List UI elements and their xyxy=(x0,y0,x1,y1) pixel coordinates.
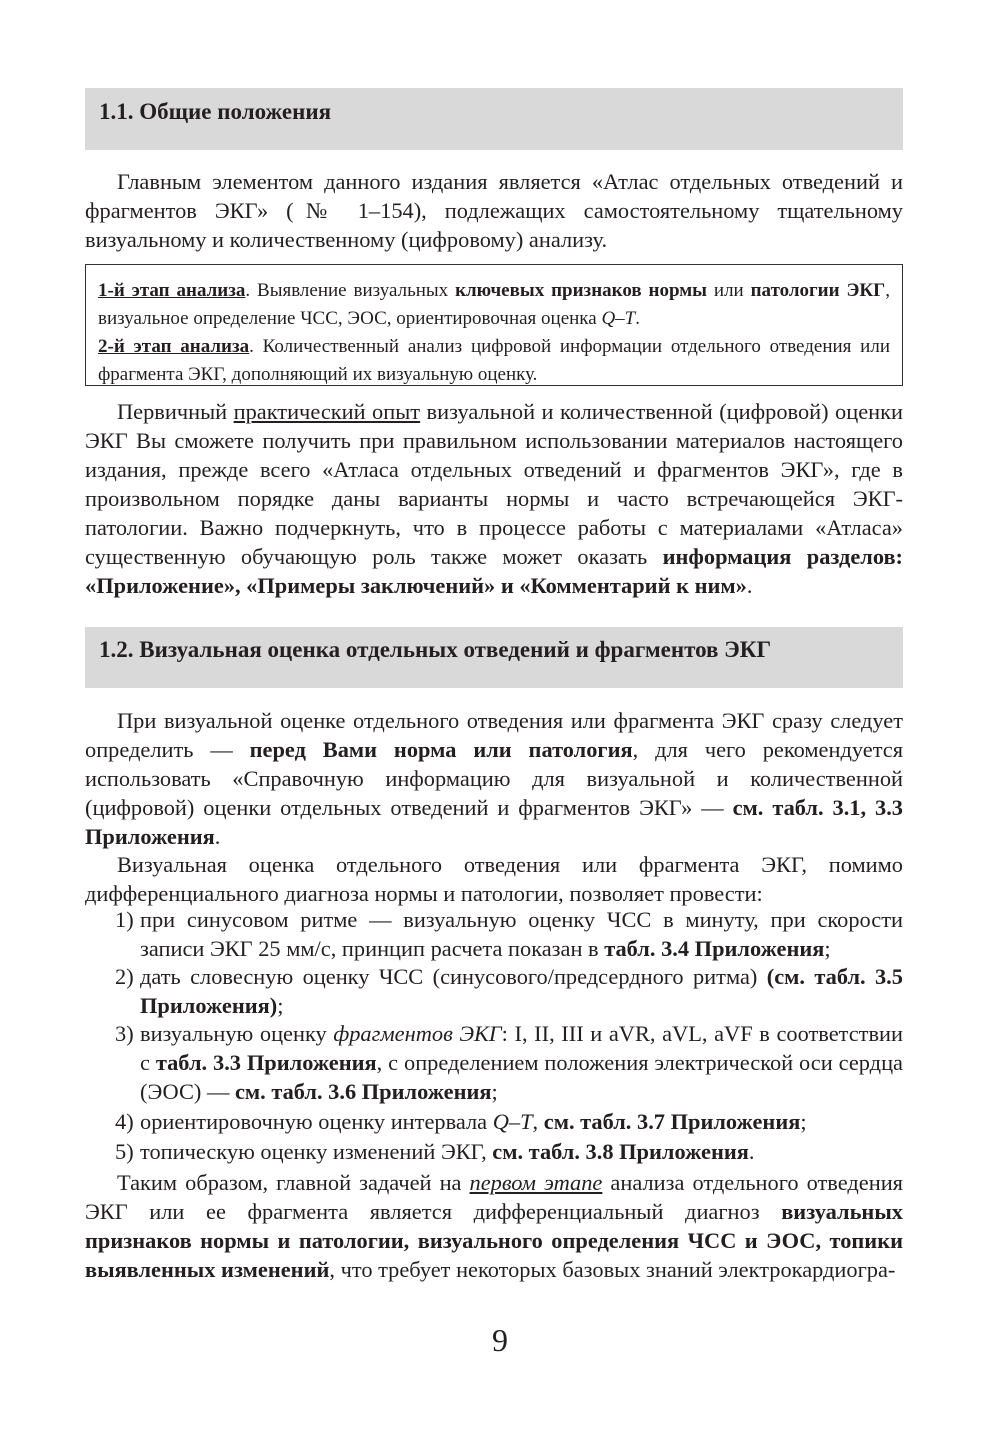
stage1-bold: ключевых признаков нормы xyxy=(455,280,708,301)
item3-b2: см. табл. 3.6 Приложения xyxy=(234,1079,492,1104)
item3-a3: , с определением положения электрической оси сердца (ЭОС) — xyxy=(140,1050,903,1104)
item4-b: см. табл. 3.7 Приложения xyxy=(543,1109,801,1134)
item2-b: (см. табл. 3.5 Приложения) xyxy=(140,964,903,1018)
list-item-4 xyxy=(85,1107,903,1136)
item1-c: ; xyxy=(824,936,831,961)
item3-i: фрагментов ЭКГ xyxy=(333,1021,502,1046)
stage1-label: 1-й этап анализа xyxy=(98,280,246,301)
stage1-qt: Q–T xyxy=(601,308,636,329)
item3-a2: : I, II, III и aVR, aVL, aVF в соответствии с xyxy=(140,1021,903,1075)
stage2-label: 2-й этап анализа xyxy=(98,336,250,357)
allows-paragraph: Визуальная оценка отдельного отведения или фрагмента ЭКГ, помимо дифференциального диагноза нормы и патологии, позволяет провести: xyxy=(85,852,903,906)
item1-a: при синусовом ритме — визуальную оценку ЧСС в минуту, при скорости записи ЭКГ 25 мм/с, принцип расчета показан в xyxy=(140,907,903,961)
p3-text-a: Таким образом, главной задачей на xyxy=(117,1170,470,1195)
list-item-5 xyxy=(85,1137,903,1166)
item3-a: визуальную оценку xyxy=(140,1021,334,1046)
item2-c: ; xyxy=(277,993,284,1018)
p3-text-c: , что требует некоторых базовых знаний электрокардиогра- xyxy=(329,1257,896,1282)
list-item-2 xyxy=(85,962,903,1020)
stage1-line xyxy=(98,277,890,333)
stage2-text: . Количественный анализ цифровой информации отдельного отведения или фрагмента ЭКГ, дополняющий их визуальную оценку. xyxy=(98,336,891,385)
list-item-3 xyxy=(85,1019,903,1106)
p2-text-b: визуальной и количественной (цифровой) оценки ЭКГ Вы сможете получить при правильном использовании материалов настоящего издания, прежде всего «Атласа отдельных отведений и фрагментов ЭКГ», где в произвольном порядке даны варианты нормы и часто встречающейся ЭКГ-патологии. Важно подчеркнуть, что в процессе работы с материалами «Атласа» существенную обучающую роль также может оказать xyxy=(85,399,903,569)
list-num: 5) xyxy=(115,1139,134,1164)
list-num: 2) xyxy=(115,964,134,989)
item5-c: . xyxy=(748,1139,755,1164)
list-text xyxy=(140,962,903,1020)
stage1-bold2: патологии ЭКГ xyxy=(750,280,886,301)
s2-p1-text-a: При визуальной оценке отдельного отведения или фрагмента ЭКГ сразу следует определить — xyxy=(85,708,903,762)
stage2-line xyxy=(98,333,890,389)
item3-c: ; xyxy=(491,1079,498,1104)
p3-bold: визуальных признаков нормы и патологии, визуального определения ЧСС и ЭОС, топики выявленных изменений xyxy=(85,1199,903,1282)
list-text xyxy=(140,1019,903,1106)
list-text xyxy=(140,1107,903,1136)
p2-text-c: . xyxy=(746,573,753,598)
p2-underlined: практический опыт xyxy=(233,399,421,424)
visual-assessment-paragraph xyxy=(85,706,903,851)
stage1-text-b: или xyxy=(707,280,751,301)
section-heading-1-2: 1.2. Визуальная оценка отдельных отведений и фрагментов ЭКГ xyxy=(85,627,903,688)
list-num: 3) xyxy=(115,1021,134,1046)
item1-b: табл. 3.4 Приложения xyxy=(604,936,825,961)
item3-b: табл. 3.3 Приложения xyxy=(155,1050,377,1075)
item4-c: ; xyxy=(800,1109,807,1134)
item4-a2: , xyxy=(532,1109,544,1134)
p3-text-b: анализа отдельного отведения ЭКГ или ее фрагмента является дифференциальный диагноз xyxy=(85,1170,903,1224)
list-text xyxy=(140,905,903,963)
summary-paragraph xyxy=(85,1168,903,1284)
item5-b: см. табл. 3.8 Приложения xyxy=(492,1139,749,1164)
list-num: 4) xyxy=(115,1109,134,1134)
item4-i: Q–T xyxy=(492,1109,533,1134)
s2-p1-text-b: , для чего рекомендуется использовать «Справочную информацию для визуальной и количественной (цифровой) оценки отдельных отведений и фрагментов ЭКГ» — xyxy=(85,737,903,820)
p2-bold: информация разделов: «Приложение», «Примеры заключений» и «Комментарий к ним» xyxy=(85,544,904,598)
list-num: 1) xyxy=(115,907,134,932)
list-item-1 xyxy=(85,905,903,963)
analysis-stages-box xyxy=(85,264,903,386)
s2-p1-bold2: см. табл. 3.1, 3.3 Приложения xyxy=(85,795,903,849)
item2-a: дать словесную оценку ЧСС (синусового/предсердного ритма) xyxy=(140,964,767,989)
experience-paragraph xyxy=(85,397,903,600)
stage1-text-a: . Выявление визуальных xyxy=(245,280,456,301)
page-number: 9 xyxy=(492,1322,508,1358)
p3-italic-underlined: первом этапе xyxy=(469,1170,603,1195)
stage1-text-c: , визуальное определение ЧСС, ЭОС, ориентировочная оценка xyxy=(98,280,890,329)
s2-p1-bold: перед Вами норма или патология xyxy=(249,737,633,762)
s2-p1-text-c: . xyxy=(214,824,221,849)
list-text xyxy=(140,1137,903,1166)
section-heading-1-1: 1.1. Общие положения xyxy=(85,88,903,150)
item4-a: ориентировочную оценку интервала xyxy=(140,1109,493,1134)
item5-a: топическую оценку изменений ЭКГ, xyxy=(140,1139,493,1164)
p2-text-a: Первичный xyxy=(117,399,234,424)
stage1-text-d: . xyxy=(635,308,640,329)
intro-paragraph: Главным элементом данного издания является «Атлас отдельных отведений и фрагментов ЭКГ» (№ 1–154), подлежащих самостоятельному тщательному визуальному и количественному (цифровому) анализу. xyxy=(85,169,903,252)
